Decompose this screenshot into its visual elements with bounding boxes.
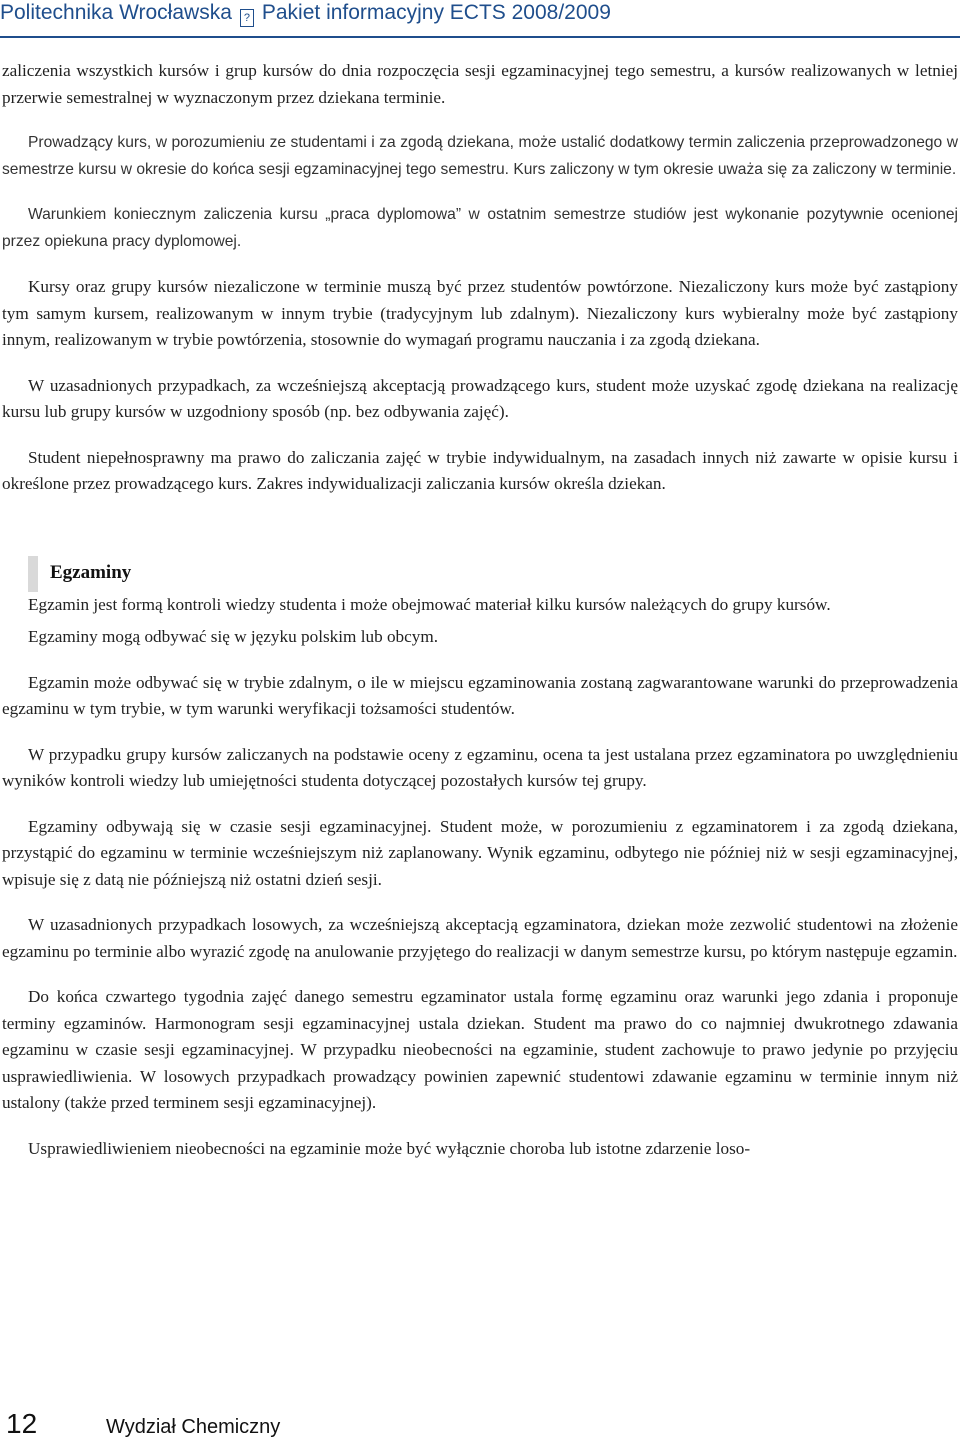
section-marker-bar <box>28 556 38 592</box>
paragraph: Egzaminy odbywają się w czasie sesji egzaminacyjnej. Student może, w porozumieniu z egzaminatorem i za zgodą dziekana, przystąpić do egzaminu w terminie wcześniejszym niż zaplanowany. Wynik egzaminu, odbytego nie później niż w sesji egzaminacyjnej, wpisuje się z datą nie późniejszą niż ostatni dzień sesji. <box>2 816 958 889</box>
paragraph: Egzaminy mogą odbywać się w języku polskim lub obcym. <box>28 627 439 646</box>
paragraph: zaliczenia wszystkich kursów i grup kursów do dnia rozpoczęcia sesji egzaminacyjnej tego semestru, a kursów realizowanych w letniej przerwie semestralnej w wyznaczonym przez dziekana terminie. <box>2 61 958 107</box>
header-package-title: Pakiet informacyjny ECTS 2008/2009 <box>261 1 611 24</box>
paragraph: Egzamin jest formą kontroli wiedzy studenta i może obejmować materiał kilku kursów należących do grupy kursów. <box>28 594 831 614</box>
paragraph: Student niepełnosprawny ma prawo do zaliczania zajęć w trybie indywidualnym, na zasadach innych niż zawarte w opisie kursu i określone przez prowadzącego kurs. Zakres indywidualizacji zaliczania kursów określa dziekan. <box>2 447 958 493</box>
header-separator-glyph: ? <box>240 9 254 27</box>
section-heading <box>28 556 958 586</box>
paragraph: W przypadku grupy kursów zaliczanych na podstawie oceny z egzaminu, ocena ta jest ustalana przez egzaminatora po uwzględnieniu wyników kontroli wiedzy lub umiejętności studenta dotyczącej pozostałych kursów tej grupy. <box>2 744 958 790</box>
paragraph: Usprawiedliwieniem nieobecności na egzaminie może być wyłącznie choroba lub istotne zdarzenie loso- <box>28 1138 751 1158</box>
paragraph: Prowadzący kurs, w porozumieniu ze studentami i za zgodą dziekana, może ustalić dodatkowy termin zaliczenia przeprowadzonego w semestrze kursu w okresie do końca sesji egzaminacyjnej tego semestru. Kurs zaliczony w tym okresie uważa się za zaliczony w terminie. <box>2 134 958 178</box>
section-title: Egzaminy <box>50 561 132 583</box>
page-body <box>2 58 958 1181</box>
page-footer <box>0 1406 960 1444</box>
header-rule <box>0 36 960 38</box>
page-header <box>0 0 960 30</box>
page-number: 12 <box>6 1408 38 1439</box>
paragraph: W uzasadnionych przypadkach, za wcześniejszą akceptacją prowadzącego kurs, student może uzyskać zgodę dziekana na realizację kursu lub grupy kursów w uzgodniony sposób (np. bez odbywania zajęć). <box>2 375 958 421</box>
paragraph: Egzamin może odbywać się w trybie zdalnym, o ile w miejscu egzaminowania zostaną zagwarantowane warunki do przeprowadzenia egzaminu w tym trybie, w tym warunki weryfikacji tożsamości studentów. <box>2 672 958 718</box>
paragraph: Warunkiem koniecznym zaliczenia kursu „praca dyplomowa” w ostatnim semestrze studiów jest wykonanie pozytywnie ocenionej przez opiekuna pracy dyplomowej. <box>2 206 958 250</box>
footer-faculty: Wydział Chemiczny <box>106 1416 281 1438</box>
paragraph: Kursy oraz grupy kursów niezaliczone w terminie muszą być przez studentów powtórzone. Niezaliczony kurs może być zastąpiony tym samym kursem, realizowanym w innym trybie (tradycyjnym lub zdalnym). Niezaliczony kurs wybieralny może być zastąpiony innym, realizowanym w trybie powtórzenia, stosownie do wymagań programu nauczania i za zgodą dziekana. <box>2 277 958 349</box>
paragraph: Do końca czwartego tygodnia zajęć danego semestru egzaminator ustala formę egzaminu oraz warunki jego zdania i proponuje terminy egzaminów. Harmonogram sesji egzaminacyjnej ustala dziekan. Student ma prawo do co najmniej dwukrotnego zdawania egzaminu w czasie sesji egzaminacyjnej. W przypadku nieobecności na egzaminie, student zachowuje to prawo jedynie po przyjęciu usprawiedliwienia. W losowych przypadkach prowadzący powinien zapewnić studentowi zdawanie egzaminu w terminie innym niż ustalony (także przed terminem sesji egzaminacyjnej). <box>2 987 958 1112</box>
header-university: Politechnika Wrocławska <box>0 1 232 24</box>
paragraph: W uzasadnionych przypadkach losowych, za wcześniejszą akceptacją egzaminatora, dziekan może zezwolić studentowi na złożenie egzaminu po terminie albo wyrazić zgodę na anulowanie przyjętego do realizacji w danym semestrze kursu, po którym następuje egzamin. <box>2 915 958 961</box>
